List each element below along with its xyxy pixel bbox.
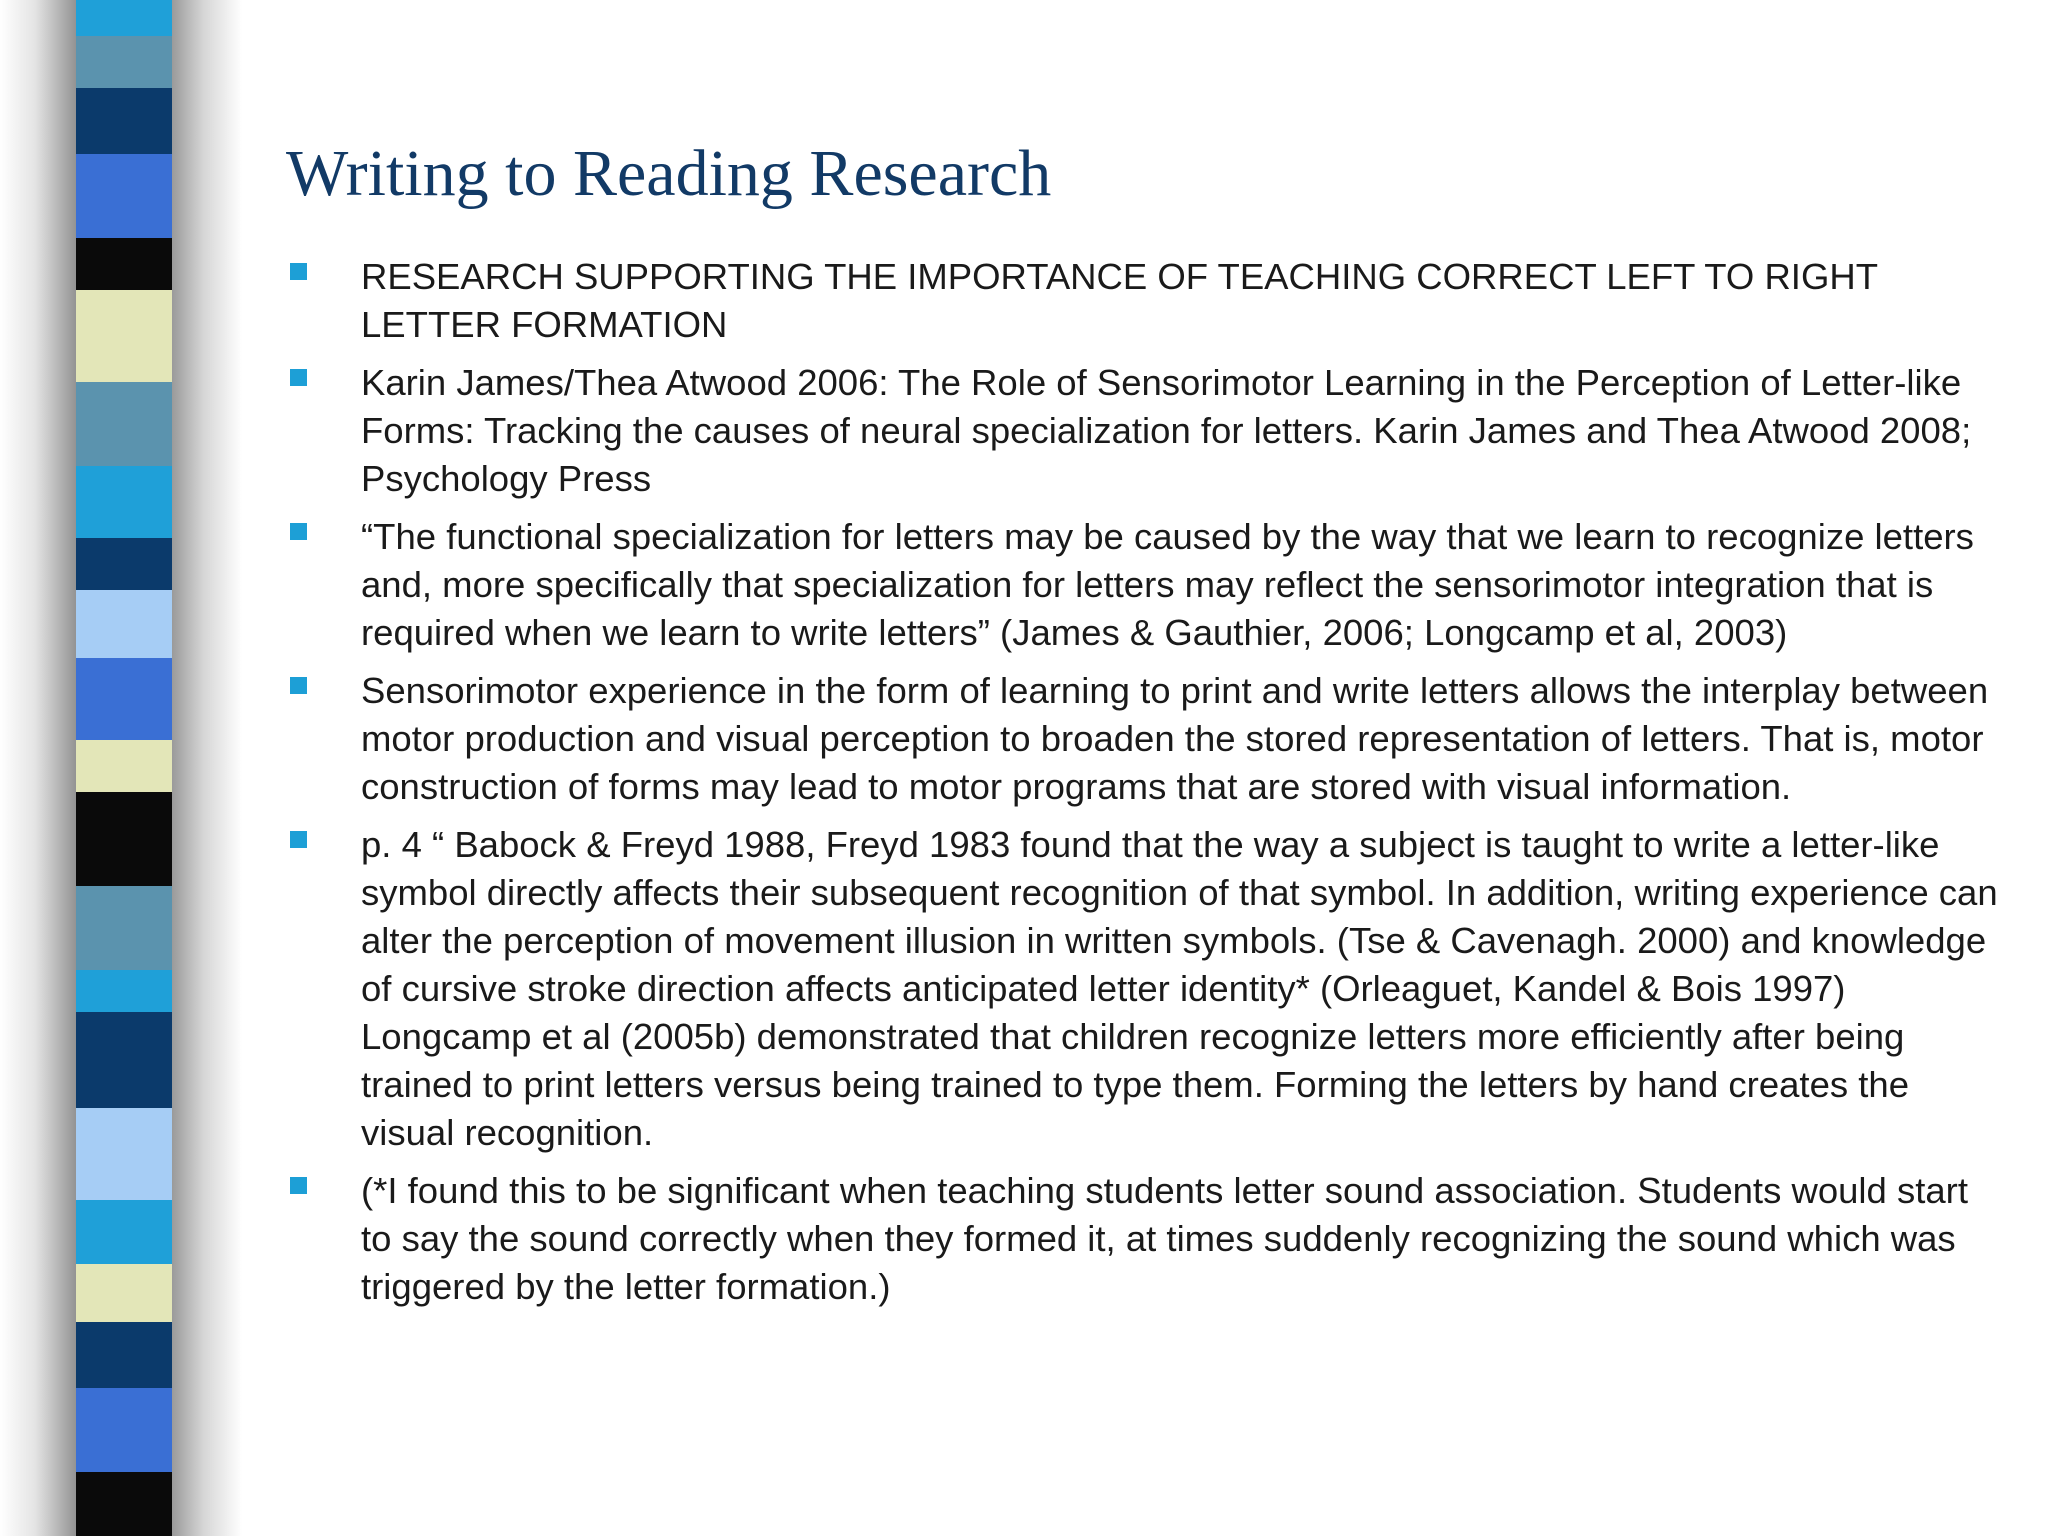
stripe-band [76,382,172,470]
stripe-band [76,238,172,294]
bullet-item [286,1167,2006,1311]
stripe-band [76,1388,172,1476]
bullet-list [286,253,2006,1321]
bullet-item [286,821,2006,1157]
stripe-band [76,36,172,92]
stripe-band [76,792,172,890]
stripe-band [76,1108,172,1204]
left-shadow-gradient [0,0,78,1536]
stripe-band [76,154,172,242]
slide-title: Writing to Reading Research [286,137,1052,210]
bullet-item [286,667,2006,811]
bullet-text: Sensorimotor experience in the form of learning to print and write letters allows the interplay between motor production and visual perception to broaden the stored representation of letters. That is, motor construction of forms may lead to motor programs that are stored with visual information. [361,670,1989,807]
square-bullet-icon [290,1177,307,1194]
square-bullet-icon [290,831,307,848]
bullet-item [286,253,2006,349]
stripe-band [76,1472,172,1536]
bullet-text: “The functional specialization for letters may be caused by the way that we learn to recognize letters and, more specifically that specialization for letters may reflect the sensorimotor integration that is required when we learn to write letters” (James & Gauthier, 2006; Longcamp et al, 2003) [361,516,1974,653]
stripe-band [76,1322,172,1392]
stripe-band [76,1264,172,1326]
right-shadow-gradient [172,0,242,1536]
square-bullet-icon [290,523,307,540]
stripe-band [76,1012,172,1112]
bullet-text: RESEARCH SUPPORTING THE IMPORTANCE OF TEACHING CORRECT LEFT TO RIGHT LETTER FORMATION [361,256,1878,345]
stripe-band [76,538,172,594]
stripe-band [76,466,172,542]
stripe-band [76,886,172,974]
bullet-text: Karin James/Thea Atwood 2006: The Role of Sensorimotor Learning in the Perception of Letter-like Forms: Tracking the causes of neural specialization for letters. Karin James and Thea Atwood 2008; Psychology Press [361,362,1972,499]
stripe-band [76,590,172,662]
stripe-band [76,970,172,1016]
bullet-item [286,513,2006,657]
stripe-band [76,658,172,744]
stripe-band [76,1200,172,1268]
bullet-text: p. 4 “ Babock & Freyd 1988, Freyd 1983 found that the way a subject is taught to write a letter-like symbol directly affects their subsequent recognition of that symbol. In addition, writing experience can alter the perception of movement illusion in written symbols. (Tse & Cavenagh. 2000) and knowledge of cursive stroke direction affects anticipated letter identity* (Orleaguet, Kandel & Bois 1997) Longcamp et al (2005b) demonstrated that children recognize letters more efficiently after being trained to print letters versus being trained to type them. Forming the letters by hand creates the visual recognition. [361,824,1998,1153]
square-bullet-icon [290,677,307,694]
stripe-band [76,88,172,158]
stripe-band [76,0,172,40]
square-bullet-icon [290,263,307,280]
stripe-band [76,740,172,796]
stripe-band [76,290,172,386]
bullet-text: (*I found this to be significant when teaching students letter sound association. Students would start to say the sound correctly when they formed it, at times suddenly recognizing the sound which was triggered by the letter formation.) [361,1170,1968,1307]
bullet-item [286,359,2006,503]
decorative-color-stripe [76,0,172,1536]
square-bullet-icon [290,369,307,386]
